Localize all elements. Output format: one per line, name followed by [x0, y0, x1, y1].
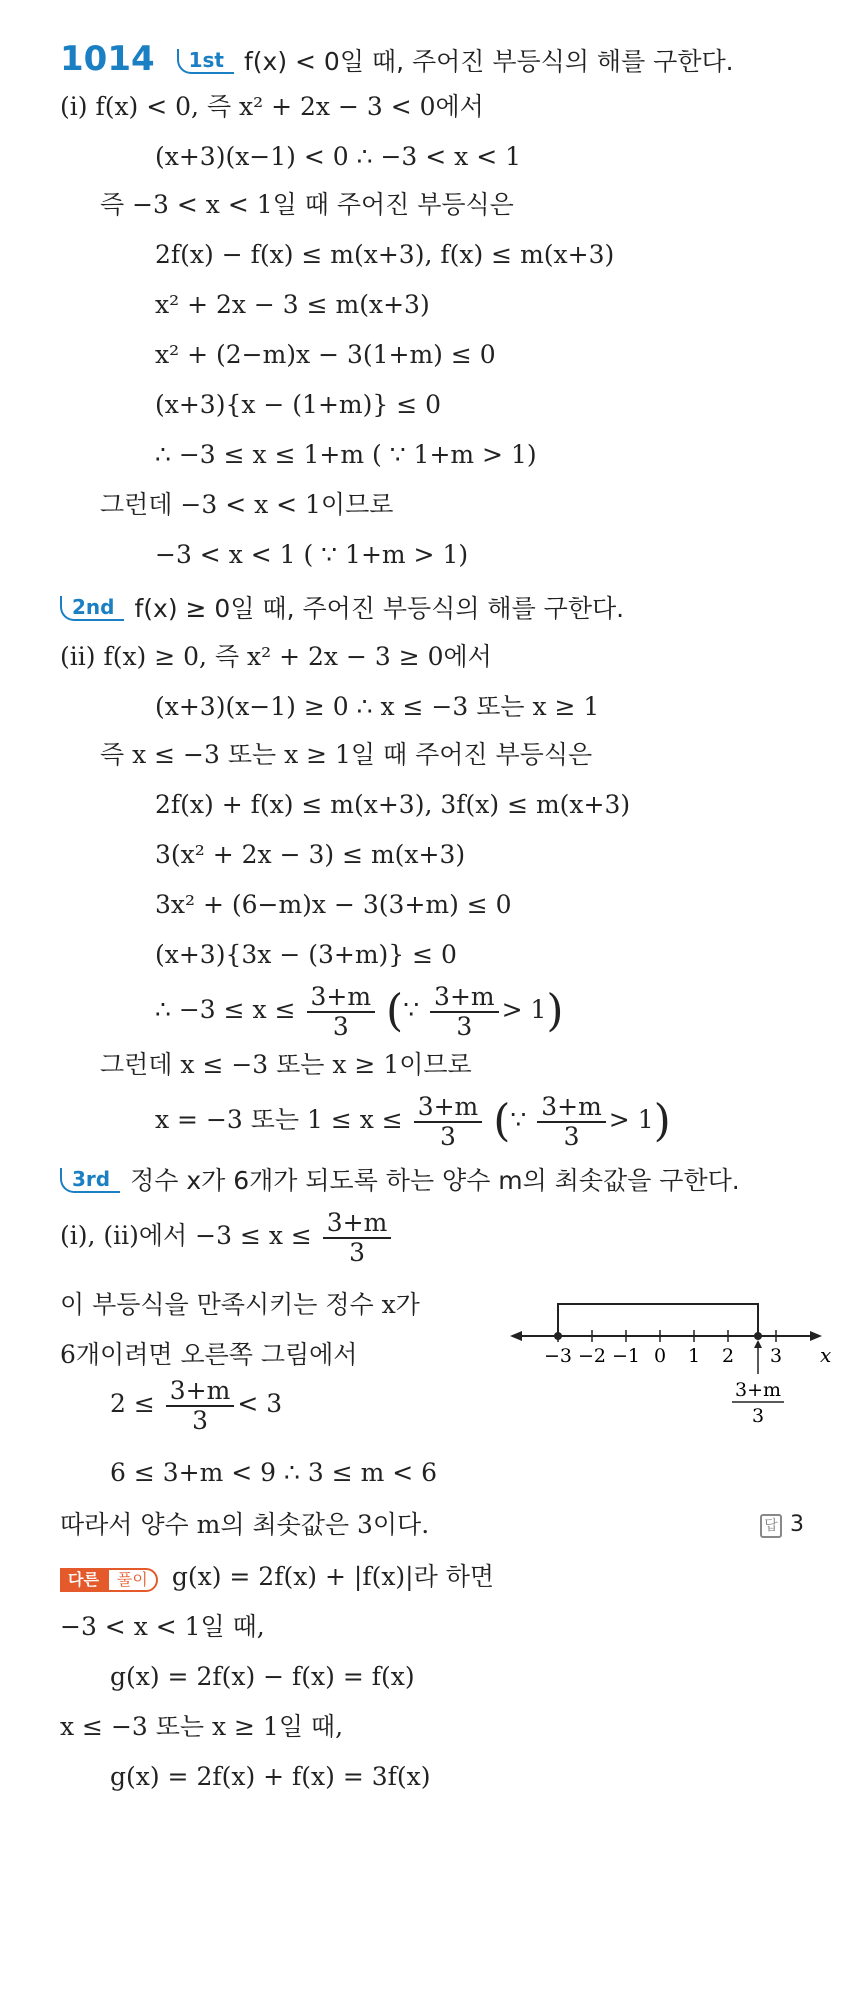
- axis-arrow-left: [510, 1331, 522, 1341]
- answer-value: 3: [790, 1512, 804, 1537]
- mark-pointer-arrow: [754, 1340, 762, 1348]
- line-27: g(x) = 2f(x) + |f(x)|라 하면: [171, 1562, 495, 1591]
- mark-denominator: 3: [751, 1405, 765, 1427]
- problem-header: [60, 39, 734, 79]
- alt-solution-header: [60, 1560, 494, 1594]
- line-9: 그런데 −3 < x < 1이므로: [100, 490, 394, 519]
- line-31: g(x) = 2f(x) + f(x) = 3f(x): [110, 1762, 431, 1791]
- step-title-3: 정수 x가 6개가 되도록 하는 양수 m의 최솟값을 구한다.: [130, 1166, 740, 1195]
- line-29: g(x) = 2f(x) − f(x) = f(x): [110, 1662, 415, 1691]
- number-line-figure: [510, 1290, 830, 1440]
- line-18-text: ∴ −3 ≤ x ≤: [155, 995, 296, 1024]
- line-24: 2 ≤ $\frac{3+m}{3}$ < 3: [110, 1375, 283, 1435]
- tick-label: −3: [543, 1345, 573, 1367]
- fraction-3m-3: $\frac{3+m}{3}$: [166, 1377, 235, 1435]
- axis-label: x: [820, 1343, 832, 1367]
- problem-number: 1014: [60, 39, 155, 79]
- mark-numerator: 3+m: [734, 1379, 782, 1401]
- line-5: x² + 2x − 3 ≤ m(x+3): [155, 290, 430, 319]
- fraction-3m-3: $\frac{3+m}{3}$: [307, 983, 376, 1041]
- line-6: x² + (2−m)x − 3(1+m) ≤ 0: [155, 340, 496, 369]
- line-20-text: x = −3 또는 1 ≤ x ≤: [155, 1105, 403, 1134]
- alt-label-2: 풀이: [107, 1568, 158, 1592]
- line-21-text: (i), (ii)에서 −3 ≤ x ≤: [60, 1221, 312, 1250]
- because-symbol: ∵: [510, 1105, 527, 1134]
- endpoint-dot: [754, 1332, 762, 1340]
- fraction-3m-3: $\frac{3+m}{3}$: [430, 983, 499, 1041]
- line-7: (x+3){x − (1+m)} ≤ 0: [155, 390, 442, 419]
- tick-label: 1: [687, 1345, 701, 1367]
- alt-label-1: 다른: [60, 1568, 107, 1592]
- line-16: 3x² + (6−m)x − 3(3+m) ≤ 0: [155, 890, 512, 919]
- line-28: −3 < x < 1일 때,: [60, 1612, 265, 1641]
- line-10: −3 < x < 1 ( ∵ 1+m > 1): [155, 540, 469, 569]
- line-23: 6개이려면 오른쪽 그림에서: [60, 1340, 358, 1369]
- axis-arrow-right: [810, 1331, 822, 1341]
- line-2: (x+3)(x−1) < 0 ∴ −3 < x < 1: [155, 142, 522, 171]
- line-18: ∴ −3 ≤ x ≤ $\frac{3+m}{3}$ (∵ $\frac{3+m}{3}$ > 1): [155, 981, 564, 1041]
- line-8: ∴ −3 ≤ x ≤ 1+m ( ∵ 1+m > 1): [155, 440, 537, 469]
- tick-label: −2: [577, 1345, 607, 1367]
- line-12: (x+3)(x−1) ≥ 0 ∴ x ≤ −3 또는 x ≥ 1: [155, 692, 600, 721]
- fraction-3m-3: $\frac{3+m}{3}$: [323, 1209, 392, 1267]
- endpoint-dot: [554, 1332, 562, 1340]
- step-title-1: f(x) < 0일 때, 주어진 부등식의 해를 구한다.: [243, 47, 734, 76]
- line-14: 2f(x) + f(x) ≤ m(x+3), 3f(x) ≤ m(x+3): [155, 790, 631, 819]
- tick-label: 3: [769, 1345, 783, 1367]
- answer-icon: 답: [760, 1514, 782, 1538]
- step-3-header: [60, 1164, 740, 1198]
- tick-label: 2: [721, 1345, 735, 1367]
- line-13: 즉 x ≤ −3 또는 x ≥ 1일 때 주어진 부등식은: [100, 740, 593, 769]
- step-badge-1st: 1st: [177, 49, 234, 74]
- line-17: (x+3){3x − (3+m)} ≤ 0: [155, 940, 457, 969]
- line-4: 2f(x) − f(x) ≤ m(x+3), f(x) ≤ m(x+3): [155, 240, 615, 269]
- line-15: 3(x² + 2x − 3) ≤ m(x+3): [155, 840, 466, 869]
- line-1: (i) f(x) < 0, 즉 x² + 2x − 3 < 0에서: [60, 92, 484, 121]
- line-25: 6 ≤ 3+m < 9 ∴ 3 ≤ m < 6: [110, 1458, 438, 1487]
- tick-label: −1: [611, 1345, 641, 1367]
- line-20: x = −3 또는 1 ≤ x ≤ $\frac{3+m}{3}$ (∵ $\frac{3+m}{3}$ > 1): [155, 1091, 671, 1151]
- line-26: 따라서 양수 m의 최솟값은 3이다.: [60, 1510, 430, 1539]
- line-22: 이 부등식을 만족시키는 정수 x가: [60, 1290, 420, 1319]
- line-21: [60, 1206, 394, 1267]
- tick-label: 0: [653, 1345, 667, 1367]
- because-symbol: ∵: [403, 995, 420, 1024]
- line-19: 그런데 x ≤ −3 또는 x ≥ 1이므로: [100, 1050, 472, 1079]
- fraction-3m-3: $\frac{3+m}{3}$: [537, 1093, 606, 1151]
- step-badge-3rd: 3rd: [60, 1168, 120, 1193]
- step-badge-2nd: 2nd: [60, 596, 124, 621]
- line-11: (ii) f(x) ≥ 0, 즉 x² + 2x − 3 ≥ 0에서: [60, 642, 492, 671]
- answer: [760, 1508, 804, 1542]
- step-2-header: [60, 592, 624, 626]
- fraction-3m-3: $\frac{3+m}{3}$: [414, 1093, 483, 1151]
- step-title-2: f(x) ≥ 0일 때, 주어진 부등식의 해를 구한다.: [134, 594, 625, 623]
- line-30: x ≤ −3 또는 x ≥ 1일 때,: [60, 1712, 344, 1741]
- line-3: 즉 −3 < x < 1일 때 주어진 부등식은: [100, 190, 514, 219]
